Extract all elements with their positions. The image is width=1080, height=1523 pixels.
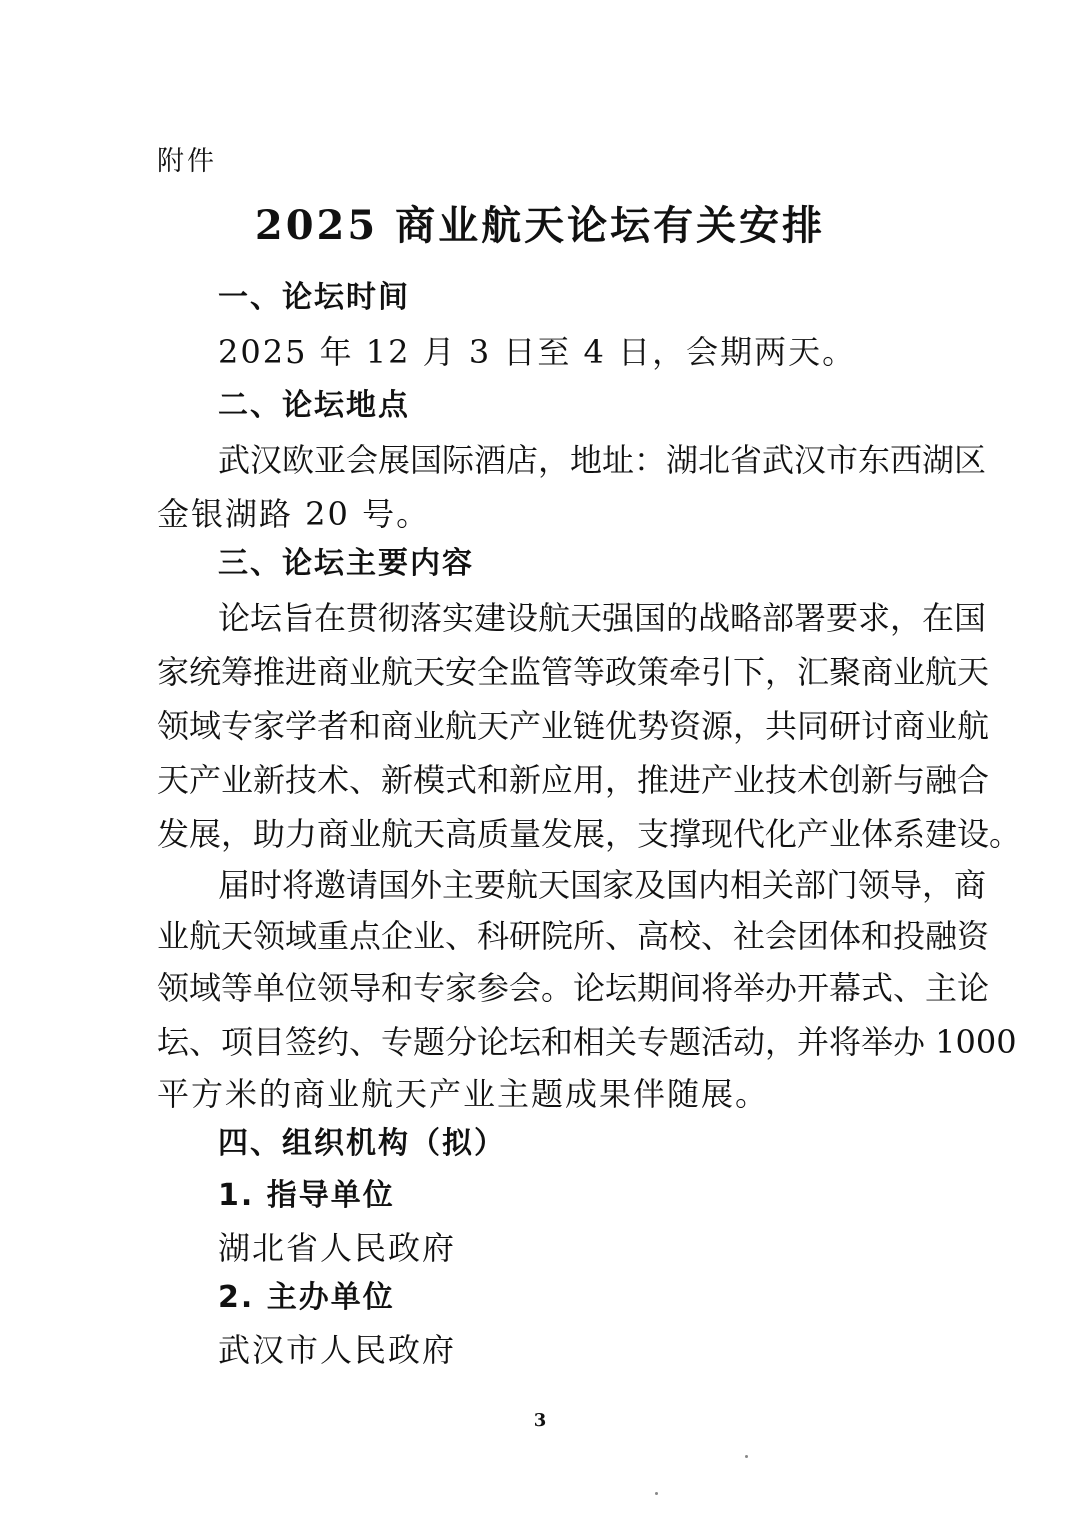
content-para2-line-3: 领域等单位领导和专家参会。论坛期间将举办开幕式、主论 xyxy=(157,969,990,1007)
content-para1-line-3: 领域专家学者和商业航天产业链优势资源，共同研讨商业航 xyxy=(157,707,990,745)
section-heading-content: 三、论坛主要内容 xyxy=(218,546,474,581)
content-para2-line-1: 届时将邀请国外主要航天国家及国内相关部门领导，商 xyxy=(218,866,987,904)
section-heading-time: 一、论坛时间 xyxy=(218,280,410,315)
content-para2-line-2: 业航天领域重点企业、科研院所、高校、社会团体和投融资 xyxy=(157,917,990,955)
scan-speck xyxy=(655,1492,658,1495)
content-para1-line-2: 家统筹推进商业航天安全监管等政策牵引下，汇聚商业航天 xyxy=(157,653,990,691)
document-title: 2025 商业航天论坛有关安排 xyxy=(254,202,826,249)
section-heading-venue: 二、论坛地点 xyxy=(218,388,410,423)
content-para2-line-5: 平方米的商业航天产业主题成果伴随展。 xyxy=(157,1075,770,1113)
venue-text-line-2: 金银湖路 20 号。 xyxy=(157,495,431,533)
content-para1-line-5: 发展，助力商业航天高质量发展，支撑现代化产业体系建设。 xyxy=(157,815,1022,853)
host-unit-name: 武汉市人民政府 xyxy=(218,1331,457,1369)
scan-speck xyxy=(745,1455,748,1458)
time-text: 2025 年 12 月 3 日至 4 日，会期两天。 xyxy=(218,333,857,371)
subheading-host-unit: 2. 主办单位 xyxy=(218,1280,395,1315)
content-para1-line-4: 天产业新技术、新模式和新应用，推进产业技术创新与融合 xyxy=(157,761,990,799)
subheading-guiding-unit: 1. 指导单位 xyxy=(218,1178,395,1213)
guiding-unit-name: 湖北省人民政府 xyxy=(218,1229,457,1267)
venue-text-line-1: 武汉欧亚会展国际酒店，地址：湖北省武汉市东西湖区 xyxy=(218,441,987,479)
page-number: 3 xyxy=(533,1410,547,1431)
section-heading-organization: 四、组织机构（拟） xyxy=(218,1126,506,1161)
content-para1-line-1: 论坛旨在贯彻落实建设航天强国的战略部署要求，在国 xyxy=(218,599,987,637)
attachment-label: 附件 xyxy=(157,146,217,177)
content-para2-line-4: 坛、项目签约、专题分论坛和相关专题活动，并将举办 1000 xyxy=(157,1023,1017,1061)
